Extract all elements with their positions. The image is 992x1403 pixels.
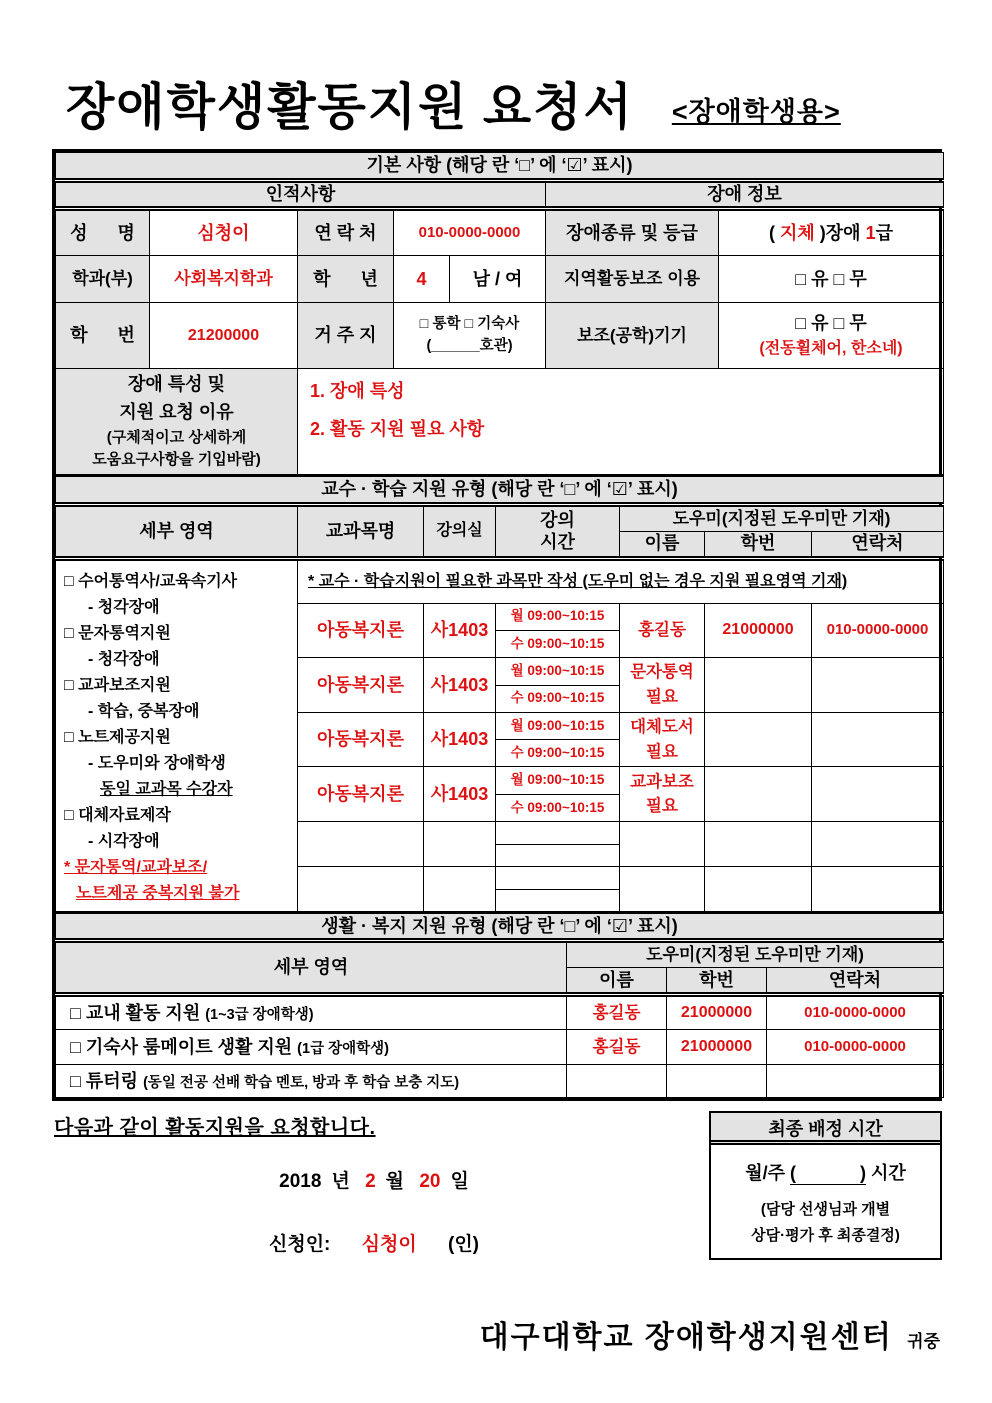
assistive-device-items: (전동휠체어, 한소네): [759, 340, 903, 357]
course-helper-id: [705, 712, 812, 767]
contact-label: 연 락 처: [298, 209, 394, 256]
disability-type-open: (: [769, 222, 781, 243]
final-blank-field: [790, 1163, 866, 1185]
disability-type-close: 급: [875, 222, 893, 243]
regional-assist-checkboxes: □ 유 □ 무: [719, 256, 944, 303]
date-year: 2018: [279, 1171, 322, 1192]
personal-info-header: 인적사항: [56, 181, 546, 209]
welfare-row-note: (동일 전공 선배 학습 멘토, 방과 후 학습 보충 지도): [143, 1074, 460, 1091]
course-helper-id: 21000000: [705, 603, 812, 658]
welfare-row-label: □ 튜터링: [70, 1070, 139, 1091]
welfare-helper-phone: [767, 1065, 944, 1098]
residence-blank: (______호관): [426, 337, 513, 354]
welfare-row-dorm-roommate: [56, 1030, 567, 1065]
detail-area-warning-line2: 노트제공 중복지원 불가: [76, 884, 240, 902]
detail-item-note-taking-sub: - 도우미와 장애학생: [88, 754, 226, 772]
academic-section-header: 교수 · 학습 지원 유형 (해당 란 ‘□’ 에 ‘☑’ 표시): [56, 476, 944, 504]
recipient-line: [0, 1312, 940, 1356]
welfare-row-tutoring: [56, 1065, 567, 1098]
course-time-wed: 수 09:00~10:15: [496, 795, 620, 822]
student-id-value: 21200000: [150, 303, 298, 369]
final-assignment-note: [717, 1197, 934, 1248]
final-note-line2: 상담·평가 후 최종결정): [751, 1226, 900, 1244]
course-time-mon: 월 09:00~10:15: [496, 712, 620, 740]
final-weekly-label: 월/주: [745, 1163, 790, 1183]
name-label: 성 명: [56, 209, 150, 256]
welfare-col-id: 학번: [667, 968, 767, 995]
disability-grade: 1: [865, 222, 876, 243]
course-time-wed: [496, 889, 620, 911]
final-assignment-body: [711, 1145, 940, 1258]
date-line: [54, 1166, 694, 1193]
welfare-helper-phone: 010-0000-0000: [767, 995, 944, 1030]
document-title-tag: <장애학생용>: [671, 97, 841, 127]
course-subject: 아동복지론: [298, 712, 424, 767]
assistive-device-checkboxes: □ 유 □ 무: [795, 313, 867, 333]
request-statement: 다음과 같이 활동지원을 요청합니다.: [54, 1117, 376, 1139]
welfare-helper-id: [667, 1065, 767, 1098]
detail-item-sign-interpreter: □ 수어통역사/교육속기사: [64, 572, 238, 590]
characteristics-label: [56, 369, 298, 475]
year-label: 학 년: [298, 256, 394, 303]
welfare-col-phone: 연락처: [767, 968, 944, 995]
applicant-name: 심청이: [361, 1234, 417, 1255]
course-helper-name: [620, 822, 705, 867]
col-time: [496, 504, 620, 558]
date-day-unit: 일: [450, 1171, 469, 1192]
assistive-device-value: [719, 303, 944, 369]
final-note-line1: (담당 선생님과 개별: [760, 1201, 891, 1218]
welfare-helper-phone: 010-0000-0000: [767, 1030, 944, 1065]
basic-section-header: 기본 사항 (해당 란 ‘□’ 에 ‘☑’ 표시): [56, 153, 944, 181]
welfare-col-name: 이름: [567, 968, 667, 995]
welfare-row-note: (1급 장애학생): [297, 1040, 389, 1057]
detail-area-warning-line1: * 문자통역/교과보조/: [64, 858, 208, 876]
disability-type-mid: )장애: [814, 222, 866, 243]
course-room: [424, 822, 496, 867]
title-row: [66, 80, 942, 135]
disability-type-value: [719, 209, 944, 256]
date-year-unit: 년: [331, 1171, 350, 1192]
final-hours-unit: 시간: [866, 1163, 906, 1183]
detail-area-checklist: [56, 558, 298, 911]
course-time-mon: [496, 822, 620, 845]
course-helper-phone: 010-0000-0000: [812, 603, 944, 658]
dept-label: 학과(부): [56, 256, 150, 303]
col-helper-phone: 연락처: [812, 531, 944, 558]
detail-item-text-interpret-sub: - 청각장애: [88, 650, 160, 668]
characteristics-label-line1: 장애 특성 및: [128, 374, 225, 395]
characteristics-label-line4: 도움요구사항을 기입바람): [92, 451, 261, 469]
disability-type-kind: 지체: [780, 222, 815, 243]
disability-info-header: 장애 정보: [546, 181, 944, 209]
course-helper-phone: [812, 712, 944, 767]
final-blank-open: (: [790, 1163, 796, 1183]
col-helper-group: 도우미(지정된 도우미만 기재): [620, 504, 944, 531]
applicant-line: [54, 1229, 694, 1256]
welfare-row-campus-activity: [56, 995, 567, 1030]
date-day: 20: [419, 1171, 441, 1192]
characteristics-value: [298, 369, 944, 475]
welfare-helper-id: 21000000: [667, 1030, 767, 1065]
col-room: 강의실: [424, 504, 496, 558]
academic-support-table: [55, 475, 944, 912]
course-helper-phone: [812, 822, 944, 867]
final-assignment-line: [717, 1159, 934, 1185]
gender-value: 남 / 여: [450, 256, 546, 303]
welfare-section-header: 생활 · 복지 지원 유형 (해당 란 ‘□’ 에 ‘☑’ 표시): [56, 913, 944, 941]
date-month-unit: 월: [385, 1171, 405, 1192]
date-month: 2: [365, 1171, 376, 1192]
final-blank-close: ): [860, 1163, 866, 1183]
final-assignment-box: [709, 1111, 942, 1260]
regional-assist-label: 지역활동보조 이용: [546, 256, 719, 303]
col-detail-area: 세부 영역: [56, 504, 298, 558]
course-helper-name: 문자통역 필요: [620, 658, 705, 713]
detail-item-sign-interpreter-sub: - 청각장애: [88, 598, 160, 616]
course-time-wed: 수 09:00~10:15: [496, 631, 620, 658]
course-helper-id: [705, 822, 812, 867]
course-subject: 아동복지론: [298, 767, 424, 822]
residence-options: □ 통학 □ 기숙사: [419, 315, 520, 332]
detail-item-course-assist: □ 교과보조지원: [64, 676, 171, 694]
course-helper-id: [705, 767, 812, 822]
welfare-row-label: □ 교내 활동 지원: [70, 1002, 201, 1023]
dept-value: 사회복지학과: [150, 256, 298, 303]
course-room: [424, 866, 496, 911]
welfare-helper-name: [567, 1065, 667, 1098]
basic-info-table: [55, 152, 944, 475]
course-entry-note: * 교수 · 학습지원이 필요한 과목만 작성 (도우미 없는 경우 지원 필요영역 기재): [298, 558, 944, 603]
course-helper-name: 대체도서 필요: [620, 712, 705, 767]
characteristics-label-line2: 지원 요청 이유: [119, 402, 234, 422]
document-title: 장애학생활동지원 요청서: [66, 79, 634, 135]
detail-item-note-taking: □ 노트제공지원: [64, 728, 171, 746]
welfare-row-label: □ 기숙사 룸메이트 생활 지원: [70, 1036, 293, 1057]
course-time-wed: 수 09:00~10:15: [496, 685, 620, 712]
col-subject: 교과목명: [298, 504, 424, 558]
course-helper-name: [620, 866, 705, 911]
col-time-line1: 강의: [540, 509, 575, 530]
course-helper-phone: [812, 866, 944, 911]
welfare-helper-name: 홍길동: [567, 1030, 667, 1065]
course-helper-name: 홍길동: [620, 603, 705, 658]
detail-item-alt-material: □ 대체자료제작: [64, 806, 171, 824]
detail-item-note-taking-sub2: 동일 교과목 수강자: [100, 780, 233, 798]
name-value: 심청이: [150, 209, 298, 256]
welfare-helper-id: 21000000: [667, 995, 767, 1030]
course-time-mon: [496, 866, 620, 889]
course-room: 사1403: [424, 603, 496, 658]
detail-item-course-assist-sub: - 학습, 중복장애: [88, 702, 200, 720]
footer-left: [54, 1111, 694, 1260]
course-room: 사1403: [424, 658, 496, 713]
characteristics-label-line3: (구체적이고 상세하게: [106, 428, 247, 446]
course-helper-phone: [812, 767, 944, 822]
applicant-label: 신청인:: [268, 1234, 331, 1255]
course-subject: [298, 822, 424, 867]
year-value: 4: [394, 256, 450, 303]
disability-type-label: 장애종류 및 등급: [546, 209, 719, 256]
course-time-mon: 월 09:00~10:15: [496, 658, 620, 686]
welfare-col-area: 세부 영역: [56, 941, 567, 995]
welfare-support-table: [55, 912, 944, 1099]
student-id-label: 학 번: [56, 303, 150, 369]
course-helper-id: [705, 658, 812, 713]
seal-placeholder: (인): [448, 1234, 480, 1255]
footer: [54, 1111, 942, 1260]
col-time-line2: 시간: [540, 532, 575, 552]
detail-item-text-interpret: □ 문자통역지원: [64, 624, 171, 642]
col-helper-name: 이름: [620, 531, 705, 558]
course-helper-phone: [812, 658, 944, 713]
course-time-mon: 월 09:00~10:15: [496, 767, 620, 795]
course-time-wed: 수 09:00~10:15: [496, 740, 620, 767]
course-helper-name: 교과보조 필요: [620, 767, 705, 822]
course-helper-id: [705, 866, 812, 911]
course-room: 사1403: [424, 767, 496, 822]
welfare-helper-name: 홍길동: [567, 995, 667, 1030]
recipient-name: 대구대학교 장애학생지원센터: [479, 1321, 893, 1354]
course-subject: [298, 866, 424, 911]
form-frame: [52, 149, 942, 1101]
course-time-wed: [496, 844, 620, 866]
welfare-col-helper-group: 도우미(지정된 도우미만 기재): [567, 941, 944, 968]
residence-label: 거 주 지: [298, 303, 394, 369]
contact-value: 010-0000-0000: [394, 209, 546, 256]
residence-checkboxes: [394, 303, 546, 369]
recipient-suffix: 귀중: [907, 1332, 940, 1351]
assistive-device-label: 보조(공학)기기: [546, 303, 719, 369]
col-helper-id: 학번: [705, 531, 812, 558]
characteristics-value-line2: 2. 활동 지원 필요 사항: [310, 418, 485, 439]
characteristics-value-line1: 1. 장애 특성: [310, 380, 405, 401]
welfare-row-note: (1~3급 장애학생): [205, 1006, 314, 1023]
course-subject: 아동복지론: [298, 603, 424, 658]
final-assignment-header: 최종 배정 시간: [711, 1113, 940, 1145]
course-room: 사1403: [424, 712, 496, 767]
course-subject: 아동복지론: [298, 658, 424, 713]
detail-item-alt-material-sub: - 시각장애: [88, 832, 160, 850]
course-time-mon: 월 09:00~10:15: [496, 603, 620, 631]
